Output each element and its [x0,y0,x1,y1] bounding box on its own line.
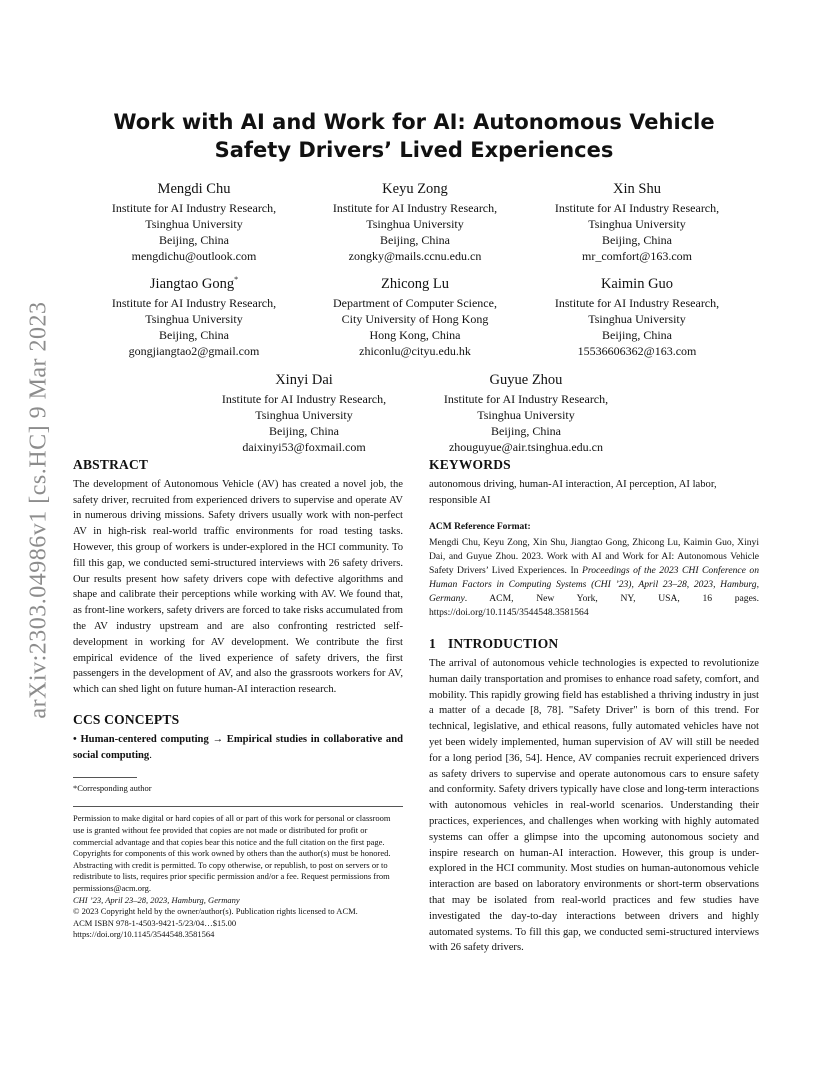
author-email: daixinyi53@foxmail.com [242,439,366,454]
permission-text: Permission to make digital or hard copies of all or part of this work for personal or classroom use is granted without fee provided that copies are not made or distributed for profit or commercial advantage and that copies bear this notice and the full citation on the first page. Copyrights for components of this work owned by others than the author(s) must be honored. Abstracting with credit is permitted. To copy otherwise, or republish, to post on servers or to redistribute to lists, requires prior specific permission and/or a fee. Request permissions from permissions@acm.org. [73,813,391,893]
author-affiliation: Institute for AI Industry Research, [332,200,498,215]
keywords-text: autonomous driving, human-AI interaction, AI perception, AI labor, responsible AI [429,478,717,506]
author-location: Beijing, China [159,327,229,342]
author-location: Beijing, China [159,232,229,247]
left-column [73,457,403,941]
permission-divider [73,806,403,807]
author-institution: Tsinghua University [255,407,353,422]
author-email: gongjiangtao2@gmail.com [128,343,260,358]
paper-title: Work with AI and Work for AI: Autonomous Vehicle Safety Drivers’ Lived Experiences [113,110,715,162]
author-institution: City University of Hong Kong [341,311,489,326]
author-location: Beijing, China [602,327,672,342]
author-email: 15536606362@163.com [577,343,697,358]
author-affiliation: Institute for AI Industry Research, [111,200,277,215]
author-email: zhiconlu@cityu.edu.hk [359,343,471,358]
introduction-heading: 1 INTRODUCTION [429,636,559,652]
author-name: Keyu Zong [382,180,448,197]
abstract-heading: ABSTRACT [73,457,149,472]
author-location: Beijing, China [380,232,450,247]
author-block [522,175,752,264]
ccs-heading: CCS CONCEPTS [73,711,180,727]
author-affiliation: Institute for AI Industry Research, [554,200,720,215]
author-name: Kaimin Guo [600,275,674,292]
permission-block [73,813,403,941]
author-name: Xinyi Dai [275,371,333,388]
author-location: Beijing, China [491,423,561,438]
author-name: Jiangtao Gong* [149,275,239,292]
author-institution: Tsinghua University [588,311,686,326]
author-name: Xin Shu [613,180,661,197]
author-institution: Tsinghua University [145,216,243,231]
author-name: Guyue Zhou [489,371,563,388]
footnote-divider [73,777,137,778]
author-block [79,175,309,264]
acm-reference-label: ACM Reference Format: [429,522,531,533]
author-institution: Tsinghua University [145,311,243,326]
author-institution: Tsinghua University [366,216,464,231]
author-location: Hong Kong, China [369,327,461,342]
right-column [429,457,759,956]
author-location: Beijing, China [602,232,672,247]
author-institution: Tsinghua University [588,216,686,231]
author-name: Mengdi Chu [157,180,231,197]
author-affiliation: Department of Computer Science, [333,295,497,310]
author-block [300,270,530,359]
venue-line: CHI ’23, April 23–28, 2023, Hamburg, Germany [73,894,240,905]
isbn-line: ACM ISBN 978-1-4503-9421-5/23/04…$15.00 [73,917,237,928]
author-email: zongky@mails.ccnu.edu.cn [348,248,482,263]
author-block [411,366,641,455]
author-name: Zhicong Lu [380,275,450,292]
author-block [300,175,530,264]
author-email: mengdichu@outlook.com [131,248,257,263]
copyright-line: © 2023 Copyright held by the owner/author(s). Publication rights licensed to ACM. [73,906,358,917]
corresponding-author-footnote: *Corresponding author [73,783,152,794]
author-email: zhouguyue@air.tsinghua.edu.cn [448,439,603,454]
author-institution: Tsinghua University [477,407,575,422]
arxiv-sidebar [24,290,54,730]
abstract-text: The development of Autonomous Vehicle (AV) has created a novel job, the safety driver, recruited from experienced drivers to supervise and operate AV in numerous driving missions. Safety drivers usually work with non-perfect AV in high-risk real-world traffic environments for road testing tasks. However, this group of workers is under-explored in the HCI community. To fill this gap, we conducted semi-structured interviews with 26 safety drivers. Our results present how safety drivers cope with defective algorithms and shape and calibrate their perceptions while working with AV. We found that, as front-line workers, safety drivers are forced to take risks accumulated from the AV industry upstream and are also confronting restricted self-development in working for AV development. We contribute the first empirical evidence of the lived experience of safety drivers, the first passengers in the development of AV, and also the grassroots workers for AV, which can shed light on future human-AI interaction research. [73,478,403,696]
author-block [79,270,309,359]
author-location: Beijing, China [269,423,339,438]
author-affiliation: Institute for AI Industry Research, [554,295,720,310]
doi-line: https://doi.org/10.1145/3544548.3581564 [73,929,215,940]
keywords-heading: KEYWORDS [429,457,511,472]
author-block [189,366,419,455]
arxiv-identifier: arXiv:2303.04986v1 [cs.HC] 9 Mar 2023 [25,301,52,719]
author-email: mr_comfort@163.com [581,248,693,263]
ccs-text: • Human-centered computing → Empirical studies in collaborative and social computing. [73,733,403,761]
author-block [522,270,752,359]
introduction-text: The arrival of autonomous vehicle technologies is expected to revolutionize human daily transportation and promises to enhance road safety, comfort, and mobility. This rapidly growing field has established a thriving industry in just a matter of a decade [8, 78]. "Safety Driver" is born of this trend. For technical, legislative, and ethical reasons, fully automated vehicles have not yet been widely implemented, human supervision of AV will still be needed for a long period [36, 54]. Hence, AV companies recruit experienced drivers as safety drivers to supervise and operate autonomous cars to ensure safety and conformity. Safety drivers typically have close and long-term interactions with autonomous vehicles in real-world scenarios. Understanding their practices, experiences, and challenges when working with highly automated systems can offer a glimpse into the upcoming autonomous society and inspire research on human-AI interaction. However, this group is under-explored in the HCI community. Most studies on human-autonomous vehicle interaction are based on laboratory environments or short-term observations that may be isolated from real-world practices and few studies have investigated the day-to-day interactions between drivers and highly automated systems. To fill this gap, we conducted semi-structured interviews with 26 safety drivers. [429,657,759,954]
author-affiliation: Institute for AI Industry Research, [443,391,609,406]
author-affiliation: Institute for AI Industry Research, [221,391,387,406]
acm-reference-text: Mengdi Chu, Keyu Zong, Xin Shu, Jiangtao Gong, Zhicong Lu, Kaimin Guo, Xinyi Dai, and Guyue Zhou. 2023. Work with AI and Work for AI: Autonomous Vehicle Safety Drivers’ Lived Experiences. In Proceedings of the 2023 CHI Conference on Human Factors in Computing Systems (CHI ’23), April 23–28, 2023, Hamburg, Germany. ACM, New York, NY, USA, 16 pages. https://doi.org/10.1145/3544548.3581564 [429,537,759,619]
author-affiliation: Institute for AI Industry Research, [111,295,277,310]
